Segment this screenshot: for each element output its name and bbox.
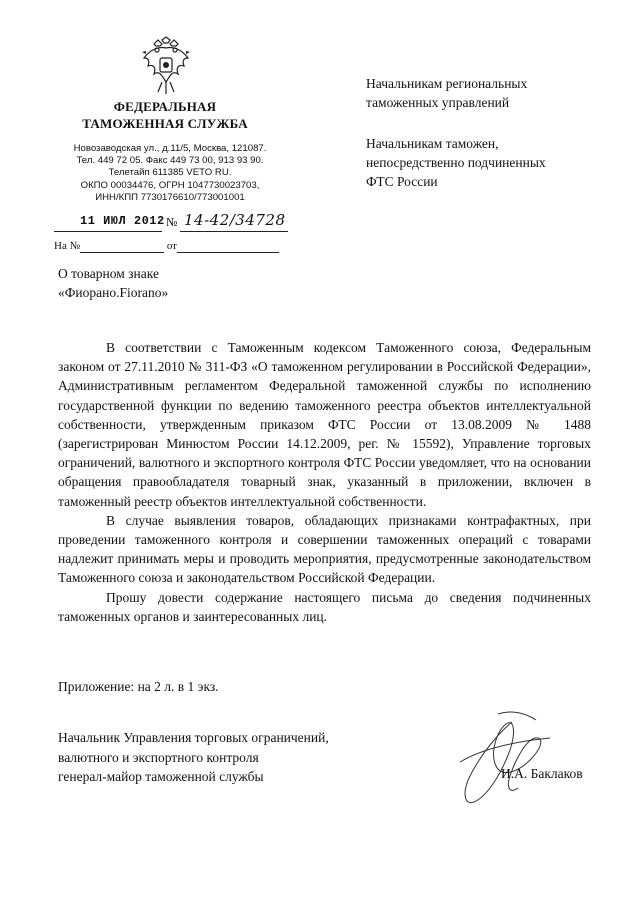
- agency-name-line2: ТАМОЖЕННАЯ СЛУЖБА: [82, 116, 248, 131]
- recipient-block-regional: [366, 74, 527, 112]
- contact-line: ИНН/КПП 7730176610/773001001: [95, 191, 245, 203]
- recipient-line: ФТС России: [366, 174, 438, 189]
- number-sign: №: [166, 215, 178, 229]
- outgoing-number-handwritten: 14-42/34728: [184, 211, 286, 229]
- ref-number-blank: [80, 240, 164, 253]
- contact-line: Телетайп 611385 VETO RU.: [108, 167, 232, 179]
- contact-line: Новозаводская ул., д.11/5, Москва, 121087.: [73, 143, 267, 154]
- number-underline: [180, 231, 288, 232]
- signer-title: [58, 728, 329, 787]
- subject-line: «Фиорано.Fiorano»: [58, 285, 169, 300]
- contacts-block: [52, 143, 288, 204]
- recipient-line: таможенных управлений: [366, 95, 510, 110]
- agency-name-line1: ФЕДЕРАЛЬНАЯ: [113, 99, 217, 114]
- ref-from-label: от: [166, 240, 177, 252]
- double-headed-eagle-emblem-icon: [140, 36, 192, 96]
- contact-line: Тел. 449 72 05. Факс 449 73 00, 913 93 90.: [76, 155, 264, 167]
- signer-title-line: Начальник Управления торговых ограничений,: [58, 730, 329, 745]
- body-paragraph: Прошу довести содержание настоящего письма до сведения подчиненных таможенных органов и заинтересованных лиц.: [58, 589, 591, 624]
- signer-title-line: валютного и экспортного контроля: [58, 749, 259, 765]
- body-paragraph: В соответствии с Таможенным кодексом Таможенного союза, Федеральным законом от 27.11.2010 № 311-ФЗ «О таможенном регулировании в Российской Федерации», Административным регламентом Федеральной таможенной службы по исполнению государственной функции по ведению таможенного реестра объектов интеллектуальной собственности, утвержденным приказом ФТС России от 13.08.2009 № 1488 (зарегистрирован Минюстом России 14.12.2009, рег. № 15592), Управление торговых ограничений, валютного и экспортного контроля ФТС России уведомляет, что на основании обращения правообладателя товарный знак, указанный в приложении, включен в таможенный реестр объектов интеллектуальной собственности.: [58, 340, 591, 509]
- body-paragraph: В случае выявления товаров, обладающих признаками контрафактных, при проведении таможенного контроля и совершении таможенных операций с товарами надлежит принимать меры и проводить мероприятия, предусмотренные законодательством Таможенного союза и законодательством Российской Федерации.: [58, 512, 591, 586]
- attachment-note: Приложение: на 2 л. в 1 экз.: [58, 679, 219, 694]
- signer-name: И.А. Баклаков: [501, 766, 583, 781]
- ref-on-label: На №: [54, 240, 81, 252]
- ref-date-blank: [177, 240, 279, 253]
- handwritten-signature: [440, 702, 560, 822]
- letter-body: [58, 338, 591, 626]
- subject-line: О товарном знаке: [58, 266, 159, 281]
- contact-line: ОКПО 00034476, ОГРН 1047730023703,: [80, 179, 260, 191]
- outgoing-number-line: [54, 211, 290, 232]
- signer-title-line: генерал-майор таможенной службы: [58, 769, 264, 784]
- letter-subject: [58, 264, 168, 302]
- recipient-block-customs: [366, 134, 546, 191]
- recipient-line: Начальникам региональных: [366, 76, 528, 91]
- reference-line: [54, 240, 294, 253]
- recipient-line: Начальникам таможен,: [366, 136, 499, 151]
- registration-date-stamp: 11 ИЮЛ 2012: [80, 214, 165, 228]
- recipient-line: непосредственно подчиненных: [366, 155, 546, 170]
- date-underline: [54, 231, 162, 232]
